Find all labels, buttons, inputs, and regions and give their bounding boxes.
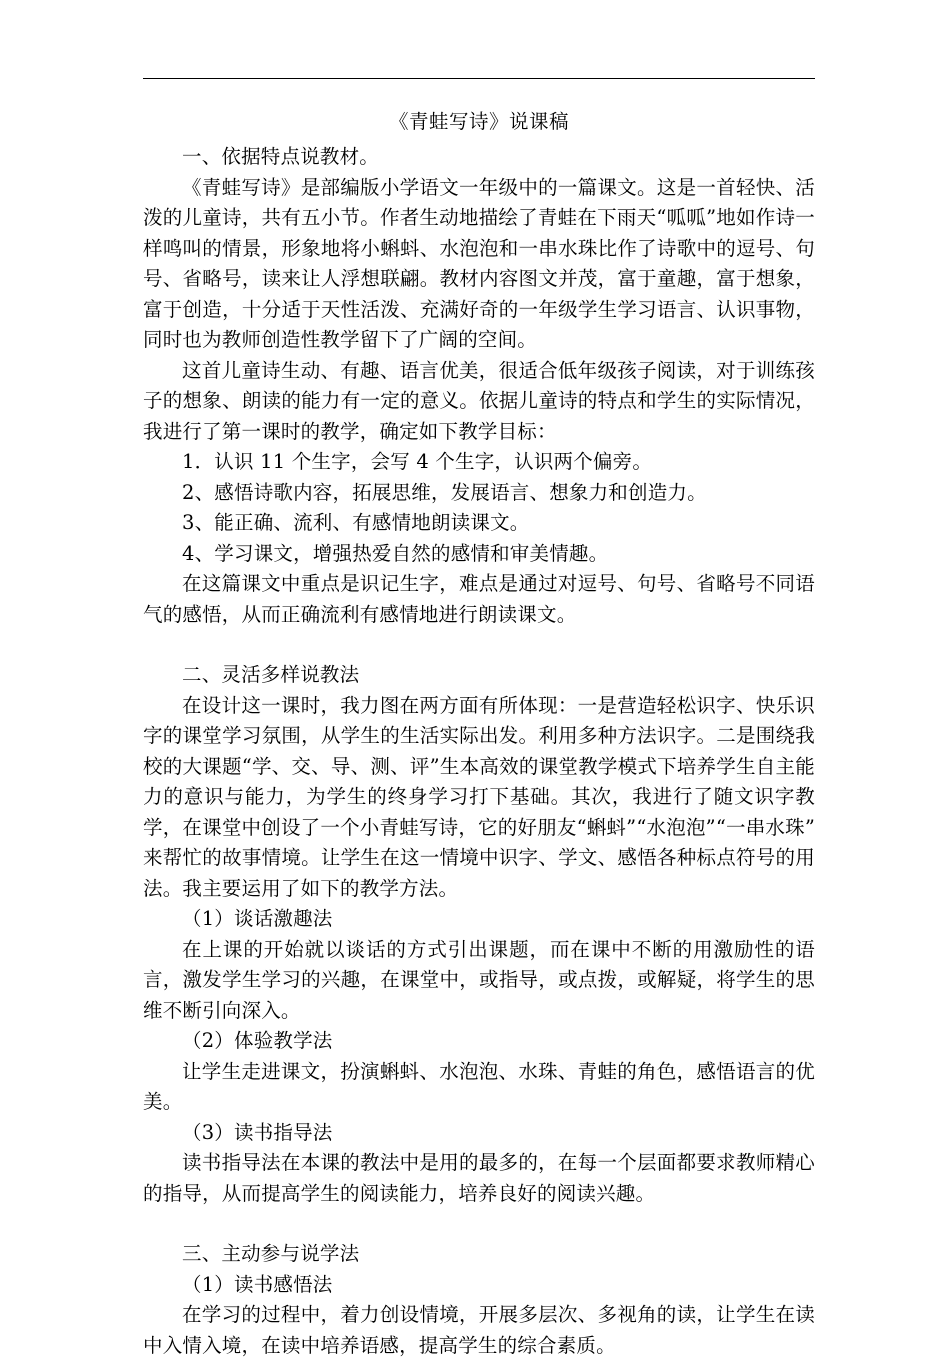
document-body xyxy=(143,78,815,1361)
paragraph: 4、学习课文，增强热爱自然的感情和审美情趣。 xyxy=(182,541,609,565)
paragraph: 让学生走进课文，扮演蝌蚪、水泡泡、水珠、青蛙的角色，感悟语言的优美。 xyxy=(143,1059,815,1114)
paragraph: 2、感悟诗歌内容，拓展思维，发展语言、想象力和创造力。 xyxy=(182,480,707,504)
paragraph: 这首儿童诗生动、有趣、语言优美，很适合低年级孩子阅读，对于训练孩子的想象、朗读的能力有一定的意义。依据儿童诗的特点和学生的实际情况，我进行了第一课时的教学，确定如下教学目标： xyxy=(143,358,815,443)
paragraph: 在这篇课文中重点是识记生字，难点是通过对逗号、句号、省略号不同语气的感悟，从而正确流利有感情地进行朗读课文。 xyxy=(143,572,815,626)
paragraph: 《青蛙写诗》是部编版小学语文一年级中的一篇课文。这是一首轻快、活泼的儿童诗，共有五小节。作者生动地描绘了青蛙在下雨天“呱呱”地如作诗一样鸣叫的情景，形象地将小蝌蚪、水泡泡和一串水珠比作了诗歌中的逗号、句号、省略号，读来让人浮想联翩。教材内容图文并茂，富于童趣，富于想象，富于创造，十分适于天性活泼、充满好奇的一年级学生学习语言、认识事物，同时也为教师创造性教学留下了广阔的空间。 xyxy=(143,175,815,352)
paragraph-list xyxy=(143,142,815,1361)
paragraph-gap xyxy=(143,630,815,660)
paragraph: （1）读书感悟法 xyxy=(182,1272,333,1296)
paragraph: 三、主动参与说学法 xyxy=(182,1242,360,1266)
paragraph: 在上课的开始就以谈话的方式引出课题，而在课中不断的用激励性的语言，激发学生学习的兴趣，在课堂中，或指导，或点拨，或解疑，将学生的思维不断引向深入。 xyxy=(143,937,815,1022)
paragraph: 读书指导法在本课的教法中是用的最多的，在每一个层面都要求教师精心的指导，从而提高学生的阅读能力，培养良好的阅读兴趣。 xyxy=(143,1151,815,1205)
paragraph: 1．认识 11 个生字，会写 4 个生字，认识两个偏旁。 xyxy=(182,450,653,474)
page-title: 《青蛙写诗》说课稿 xyxy=(388,110,569,133)
paragraph: 一、依据特点说教材。 xyxy=(182,145,380,169)
paragraph: 3、能正确、流利、有感情地朗读课文。 xyxy=(182,511,530,535)
header-rule xyxy=(143,78,815,79)
paragraph: 在设计这一课时，我力图在两方面有所体现：一是营造轻松识字、快乐识字的课堂学习氛围，从学生的生活实际出发。利用多种方法识字。二是围绕我校的大课题“学、交、导、测、评”生本高效的课堂教学模式下培养学生自主能力的意识与能力，为学生的终身学习打下基础。其次，我进行了随文识字教学，在课堂中创设了一个小青蛙写诗，它的好朋友“蝌蚪”“水泡泡”“一串水珠”来帮忙的故事情境。让学生在这一情境中识字、学文、感悟各种标点符号的用法。我主要运用了如下的教学方法。 xyxy=(143,693,815,900)
paragraph: （1）谈话激趣法 xyxy=(182,907,333,931)
paragraph: 二、灵活多样说教法 xyxy=(182,663,360,687)
paragraph: 在学习的过程中，着力创设情境，开展多层次、多视角的读，让学生在读中入情入境，在读中培养语感，提高学生的综合素质。 xyxy=(143,1303,815,1357)
paragraph: （3）读书指导法 xyxy=(182,1120,333,1144)
paragraph: （2）体验教学法 xyxy=(182,1029,333,1053)
paragraph-gap xyxy=(143,1209,815,1239)
